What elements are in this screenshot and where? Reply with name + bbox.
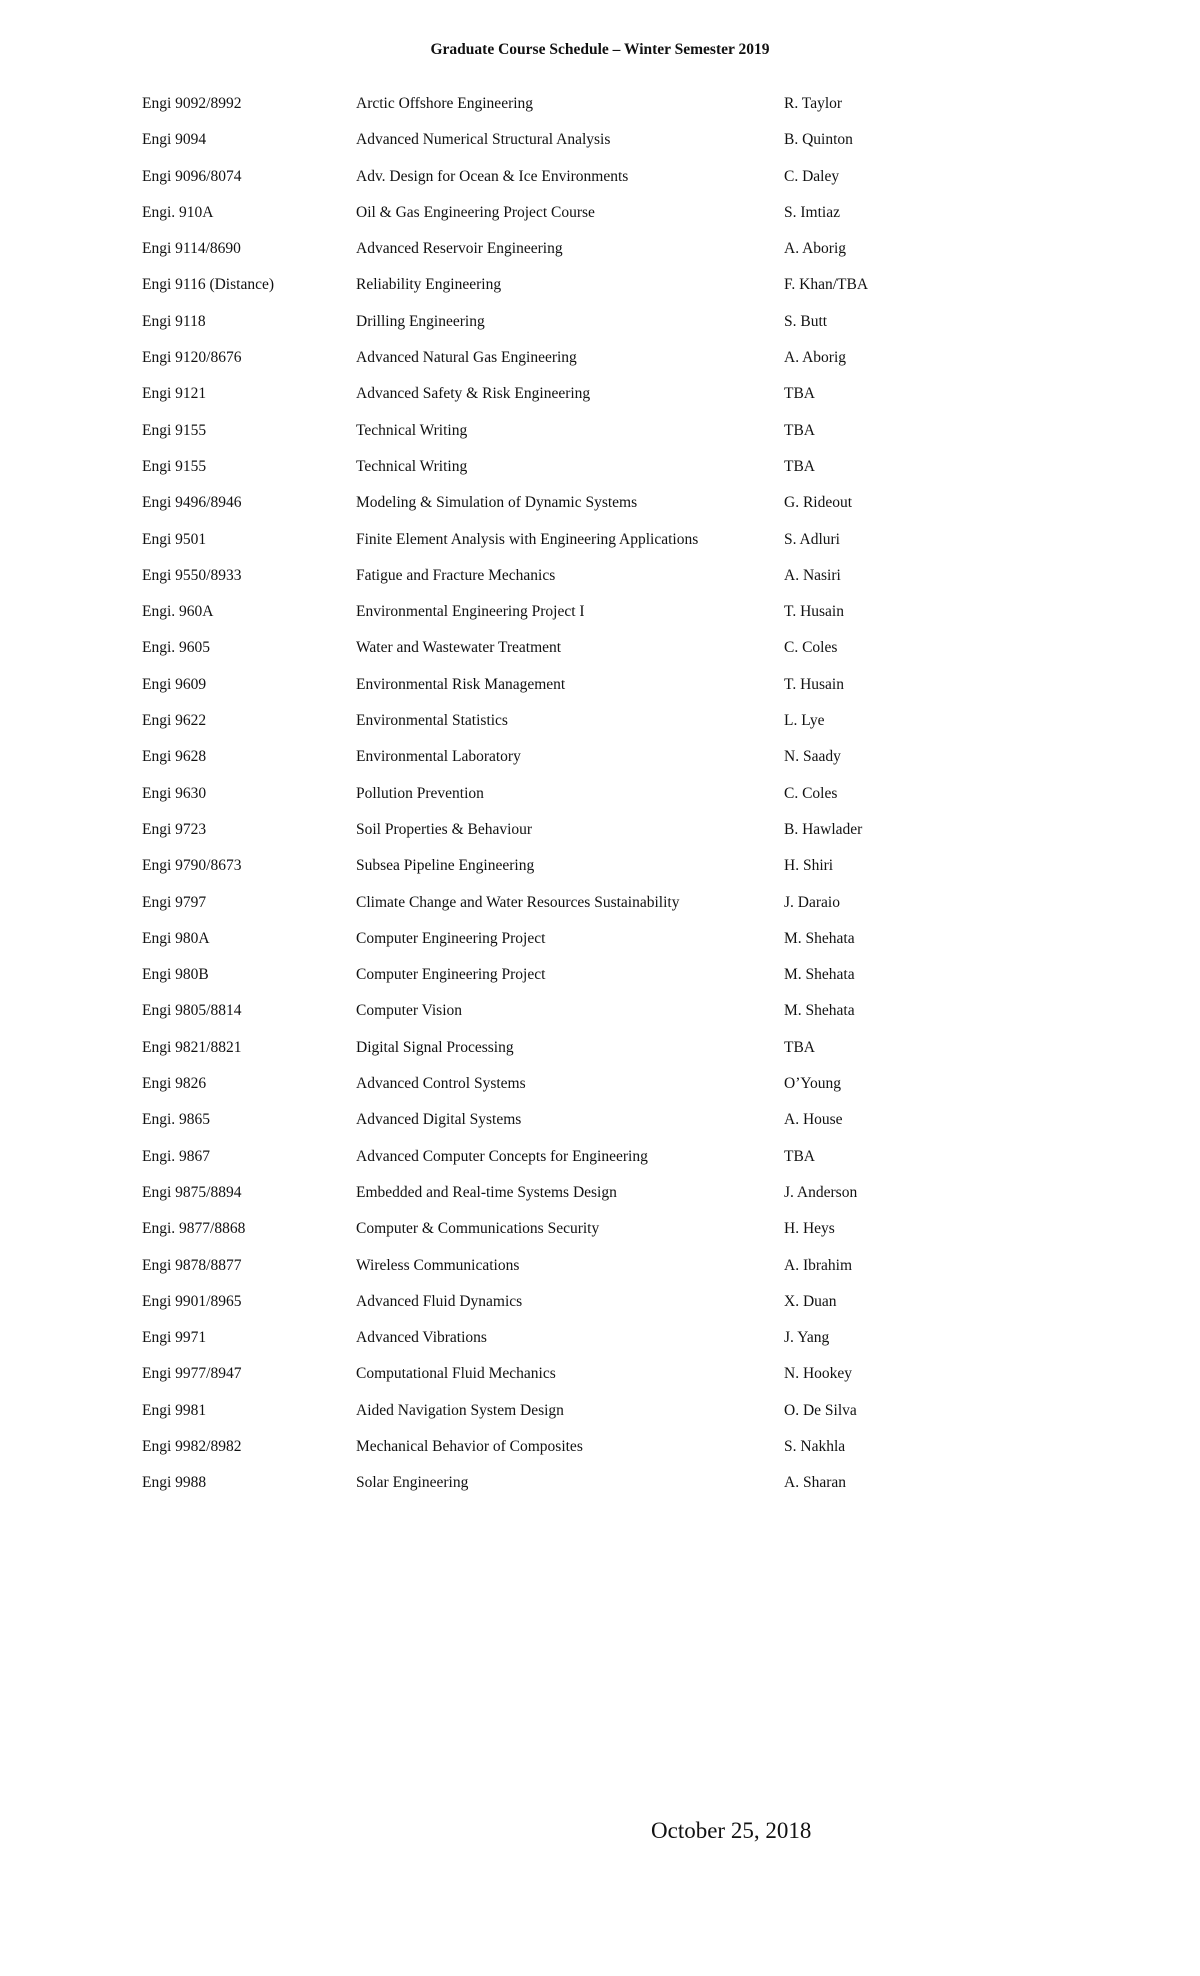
- course-code: Engi 9981: [142, 1401, 207, 1419]
- course-row: [142, 530, 1042, 566]
- course-code: Engi 9120/8676: [142, 349, 242, 367]
- course-instructor: S. Nakhla: [784, 1437, 846, 1455]
- course-code: Engi 9496/8946: [142, 494, 242, 512]
- course-code: Engi 9116 (Distance): [142, 276, 274, 294]
- course-code: Engi. 960A: [142, 603, 214, 621]
- course-instructor: S. Butt: [784, 312, 828, 330]
- course-row: [142, 94, 1042, 130]
- course-title: Technical Writing: [356, 457, 468, 475]
- course-instructor: C. Coles: [784, 784, 838, 802]
- course-title: Climate Change and Water Resources Sustainability: [356, 893, 680, 911]
- course-row: [142, 1364, 1042, 1400]
- course-instructor: C. Coles: [784, 639, 838, 657]
- course-title: Oil & Gas Engineering Project Course: [356, 203, 595, 221]
- course-title: Wireless Communications: [356, 1256, 520, 1274]
- course-title: Advanced Computer Concepts for Engineering: [356, 1147, 648, 1165]
- course-code: Engi. 9865: [142, 1111, 211, 1129]
- course-row: [142, 312, 1042, 348]
- course-instructor: T. Husain: [784, 675, 844, 693]
- course-row: [142, 203, 1042, 239]
- course-row: [142, 167, 1042, 203]
- course-title: Advanced Control Systems: [356, 1075, 526, 1093]
- course-row: [142, 893, 1042, 929]
- course-instructor: A. Ibrahim: [784, 1256, 853, 1274]
- course-code: Engi 9821/8821: [142, 1038, 242, 1056]
- course-code: Engi 9092/8992: [142, 95, 242, 112]
- course-title: Drilling Engineering: [356, 312, 485, 330]
- course-code: Engi 9878/8877: [142, 1256, 242, 1274]
- course-instructor: J. Daraio: [784, 893, 840, 911]
- course-row: [142, 638, 1042, 674]
- course-title: Computer Engineering Project: [356, 966, 546, 984]
- course-instructor: R. Taylor: [784, 95, 843, 112]
- course-instructor: A. Nasiri: [784, 566, 841, 584]
- course-row: [142, 929, 1042, 965]
- course-code: Engi 9971: [142, 1329, 207, 1347]
- course-code: Engi 9901/8965: [142, 1292, 242, 1310]
- course-instructor: TBA: [784, 385, 815, 403]
- course-title: Adv. Design for Ocean & Ice Environments: [356, 167, 629, 185]
- course-title: Environmental Engineering Project I: [356, 603, 585, 621]
- course-row: [142, 1328, 1042, 1364]
- course-row: [142, 1183, 1042, 1219]
- course-title: Aided Navigation System Design: [356, 1401, 564, 1419]
- course-instructor: H. Heys: [784, 1220, 835, 1238]
- course-instructor: L. Lye: [784, 712, 825, 730]
- course-row: [142, 1256, 1042, 1292]
- course-title: Advanced Numerical Structural Analysis: [356, 131, 611, 149]
- course-code: Engi 9118: [142, 312, 206, 330]
- course-instructor: F. Khan/TBA: [784, 276, 869, 294]
- course-code: Engi 9155: [142, 421, 207, 439]
- course-row: [142, 130, 1042, 166]
- course-code: Engi 9096/8074: [142, 167, 242, 185]
- course-code: Engi 9550/8933: [142, 566, 242, 584]
- course-instructor: O’Young: [784, 1075, 841, 1093]
- course-title: Environmental Risk Management: [356, 675, 566, 693]
- course-title: Advanced Natural Gas Engineering: [356, 349, 577, 367]
- course-row: [142, 856, 1042, 892]
- course-row: [142, 1110, 1042, 1146]
- course-row: [142, 1074, 1042, 1110]
- course-title: Digital Signal Processing: [356, 1038, 514, 1056]
- course-title: Computer & Communications Security: [356, 1220, 600, 1238]
- course-row: [142, 348, 1042, 384]
- course-code: Engi 9622: [142, 712, 207, 730]
- course-instructor: A. House: [784, 1111, 843, 1129]
- course-code: Engi 980A: [142, 929, 210, 947]
- course-instructor: H. Shiri: [784, 857, 834, 875]
- course-row: [142, 711, 1042, 747]
- course-instructor: TBA: [784, 421, 815, 439]
- course-row: [142, 1401, 1042, 1437]
- course-title: Computational Fluid Mechanics: [356, 1365, 556, 1383]
- course-row: [142, 747, 1042, 783]
- course-code: Engi 9628: [142, 748, 207, 766]
- course-row: [142, 566, 1042, 602]
- course-instructor: A. Aborig: [784, 240, 846, 258]
- course-instructor: N. Saady: [784, 748, 841, 766]
- course-title: Arctic Offshore Engineering: [356, 95, 534, 112]
- course-instructor: TBA: [784, 1147, 815, 1165]
- course-row: [142, 1001, 1042, 1037]
- course-code: Engi 9988: [142, 1474, 207, 1492]
- course-instructor: J. Yang: [784, 1329, 830, 1347]
- course-title: Technical Writing: [356, 421, 468, 439]
- course-code: Engi. 9867: [142, 1147, 211, 1165]
- course-code: Engi. 9605: [142, 639, 211, 657]
- course-code: Engi 9609: [142, 675, 207, 693]
- course-title: Advanced Safety & Risk Engineering: [356, 385, 591, 403]
- course-row: [142, 384, 1042, 420]
- course-instructor: O. De Silva: [784, 1401, 857, 1419]
- course-instructor: N. Hookey: [784, 1365, 853, 1383]
- course-row: [142, 965, 1042, 1001]
- course-code: Engi 9094: [142, 131, 207, 149]
- course-instructor: M. Shehata: [784, 929, 855, 947]
- course-instructor: B. Quinton: [784, 131, 853, 149]
- course-row: [142, 1219, 1042, 1255]
- course-row: [142, 275, 1042, 311]
- course-title: Advanced Fluid Dynamics: [356, 1292, 523, 1310]
- page-title: Graduate Course Schedule – Winter Semester 2019: [430, 41, 770, 58]
- course-title: Advanced Vibrations: [356, 1329, 487, 1347]
- course-title: Finite Element Analysis with Engineering Applications: [356, 530, 699, 548]
- course-row: [142, 493, 1042, 529]
- course-code: Engi 9805/8814: [142, 1002, 242, 1020]
- course-instructor: X. Duan: [784, 1292, 837, 1310]
- course-title: Environmental Laboratory: [356, 748, 521, 766]
- course-title: Computer Vision: [356, 1002, 462, 1020]
- course-code: Engi 980B: [142, 966, 209, 984]
- course-title: Fatigue and Fracture Mechanics: [356, 566, 556, 584]
- course-row: [142, 1147, 1042, 1183]
- course-title: Environmental Statistics: [356, 712, 508, 730]
- course-row: [142, 784, 1042, 820]
- course-code: Engi. 910A: [142, 203, 214, 221]
- course-code: Engi 9501: [142, 530, 207, 548]
- course-row: [142, 602, 1042, 638]
- course-instructor: G. Rideout: [784, 494, 853, 512]
- course-instructor: M. Shehata: [784, 1002, 855, 1020]
- course-code: Engi 9121: [142, 385, 207, 403]
- course-title: Soil Properties & Behaviour: [356, 820, 533, 838]
- course-title: Advanced Digital Systems: [356, 1111, 522, 1129]
- course-instructor: J. Anderson: [784, 1183, 858, 1201]
- course-code: Engi 9790/8673: [142, 857, 242, 875]
- course-code: Engi 9977/8947: [142, 1365, 242, 1383]
- course-instructor: C. Daley: [784, 167, 840, 185]
- course-row: [142, 457, 1042, 493]
- course-code: Engi 9826: [142, 1075, 207, 1093]
- course-row: [142, 1292, 1042, 1328]
- course-row: [142, 675, 1042, 711]
- course-code: Engi 9723: [142, 820, 207, 838]
- course-title: Embedded and Real-time Systems Design: [356, 1183, 617, 1201]
- course-title: Subsea Pipeline Engineering: [356, 857, 535, 875]
- course-row: [142, 239, 1042, 275]
- course-row: [142, 1473, 1042, 1509]
- course-instructor: S. Imtiaz: [784, 203, 840, 221]
- course-title: Water and Wastewater Treatment: [356, 639, 562, 657]
- course-code: Engi 9982/8982: [142, 1437, 242, 1455]
- course-title: Solar Engineering: [356, 1474, 469, 1492]
- course-title: Modeling & Simulation of Dynamic Systems: [356, 494, 638, 512]
- course-title: Computer Engineering Project: [356, 929, 546, 947]
- course-row: [142, 1437, 1042, 1473]
- course-code: Engi 9155: [142, 457, 207, 475]
- course-code: Engi 9114/8690: [142, 240, 241, 258]
- course-title: Mechanical Behavior of Composites: [356, 1437, 583, 1455]
- course-code: Engi 9875/8894: [142, 1183, 242, 1201]
- course-code: Engi 9797: [142, 893, 207, 911]
- course-row: [142, 820, 1042, 856]
- course-instructor: TBA: [784, 1038, 815, 1056]
- course-row: [142, 1038, 1042, 1074]
- course-list: [142, 94, 1042, 1510]
- course-instructor: TBA: [784, 457, 815, 475]
- course-instructor: A. Aborig: [784, 349, 846, 367]
- document-date: October 25, 2018: [651, 1818, 812, 1843]
- course-title: Advanced Reservoir Engineering: [356, 240, 563, 258]
- course-title: Reliability Engineering: [356, 276, 502, 294]
- course-code: Engi. 9877/8868: [142, 1220, 246, 1238]
- course-instructor: M. Shehata: [784, 966, 855, 984]
- course-code: Engi 9630: [142, 784, 207, 802]
- course-instructor: S. Adluri: [784, 530, 840, 548]
- course-instructor: B. Hawlader: [784, 820, 863, 838]
- course-instructor: T. Husain: [784, 603, 844, 621]
- course-instructor: A. Sharan: [784, 1474, 846, 1492]
- course-row: [142, 421, 1042, 457]
- course-title: Pollution Prevention: [356, 784, 484, 802]
